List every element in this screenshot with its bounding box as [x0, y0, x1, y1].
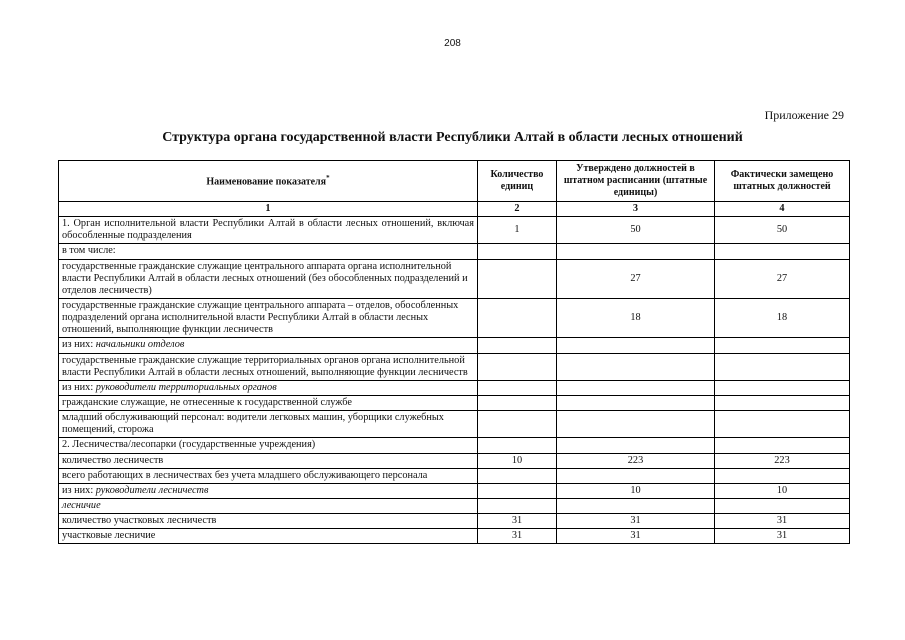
column-number: 3 [557, 202, 715, 217]
cell-actual [715, 353, 850, 380]
cell-count [478, 483, 557, 498]
header-row [59, 161, 850, 202]
cell-actual [715, 338, 850, 353]
cell-actual [715, 411, 850, 438]
row-label: младший обслуживающий персонал: водители легковых машин, уборщики служебных помещений, сторожа [59, 411, 478, 438]
header-actual-positions: Фактически замещено штатных должностей [715, 161, 850, 202]
cell-approved: 31 [557, 514, 715, 529]
cell-count [478, 411, 557, 438]
row-label: 1. Орган исполнительной власти Республики Алтай в области лесных отношений, включая обособленные подразделения [59, 217, 478, 244]
cell-approved [557, 244, 715, 259]
cell-count: 10 [478, 453, 557, 468]
cell-actual: 18 [715, 298, 850, 337]
header-unit-count: Количество единиц [478, 161, 557, 202]
cell-actual: 31 [715, 514, 850, 529]
cell-count [478, 498, 557, 513]
cell-actual: 223 [715, 453, 850, 468]
cell-approved [557, 395, 715, 410]
cell-count [478, 244, 557, 259]
cell-count: 31 [478, 514, 557, 529]
cell-actual: 10 [715, 483, 850, 498]
cell-approved [557, 438, 715, 453]
cell-approved: 31 [557, 529, 715, 544]
cell-approved [557, 353, 715, 380]
cell-count: 1 [478, 217, 557, 244]
cell-actual: 27 [715, 259, 850, 298]
table-row [59, 468, 850, 483]
table-row [59, 217, 850, 244]
table-row [59, 529, 850, 544]
cell-count: 31 [478, 529, 557, 544]
column-number: 4 [715, 202, 850, 217]
table-row [59, 353, 850, 380]
row-label: из них: начальники отделов [59, 338, 478, 353]
cell-count [478, 353, 557, 380]
table-row [59, 483, 850, 498]
row-label: 2. Лесничества/лесопарки (государственные учреждения) [59, 438, 478, 453]
header-indicator-name: Наименование показателя* [59, 161, 478, 202]
row-label: в том числе: [59, 244, 478, 259]
document-title: Структура органа государственной власти Республики Алтай в области лесных отношений [162, 130, 743, 145]
row-label: участковые лесничие [59, 529, 478, 544]
cell-approved [557, 498, 715, 513]
cell-count [478, 338, 557, 353]
cell-count [478, 468, 557, 483]
row-label: государственные гражданские служащие центрального аппарата – отделов, обособленных подразделений органа исполнительной власти Республики Алтай в области лесных отношений, выполняющие функции лесничеств [59, 298, 478, 337]
cell-approved: 223 [557, 453, 715, 468]
row-label: гражданские служащие, не отнесенные к государственной службе [59, 395, 478, 410]
cell-approved: 18 [557, 298, 715, 337]
cell-approved: 27 [557, 259, 715, 298]
table-row [59, 395, 850, 410]
row-label: из них: руководители лесничеств [59, 483, 478, 498]
cell-actual [715, 244, 850, 259]
row-label: всего работающих в лесничествах без учета младшего обслуживающего персонала [59, 468, 478, 483]
appendix-label: Приложение 29 [764, 108, 844, 122]
cell-approved [557, 411, 715, 438]
footnote-mark: * [326, 173, 330, 182]
cell-count [478, 298, 557, 337]
header-approved-positions: Утверждено должностей в штатном расписании (штатные единицы) [557, 161, 715, 202]
cell-actual [715, 498, 850, 513]
cell-approved: 50 [557, 217, 715, 244]
row-label: государственные гражданские служащие территориальных органов органа исполнительной власти Республики Алтай в области лесных отношений, выполняющие функции лесничеств [59, 353, 478, 380]
cell-count [478, 259, 557, 298]
table-row [59, 244, 850, 259]
cell-count [478, 395, 557, 410]
table-row [59, 514, 850, 529]
structure-table [58, 160, 850, 544]
row-label: количество лесничеств [59, 453, 478, 468]
cell-actual: 50 [715, 217, 850, 244]
column-number-row [59, 202, 850, 217]
row-label: лесничие [59, 498, 478, 513]
table-row [59, 453, 850, 468]
cell-count [478, 438, 557, 453]
column-number: 1 [59, 202, 478, 217]
table-row [59, 438, 850, 453]
cell-approved [557, 380, 715, 395]
cell-approved: 10 [557, 483, 715, 498]
row-label: количество участковых лесничеств [59, 514, 478, 529]
row-label: из них: руководители территориальных органов [59, 380, 478, 395]
cell-approved [557, 338, 715, 353]
table-row [59, 338, 850, 353]
row-label: государственные гражданские служащие центрального аппарата органа исполнительной власти Республики Алтай в области лесных отношений (без обособленных подразделений и отделов лесничеств) [59, 259, 478, 298]
cell-actual [715, 395, 850, 410]
table-row [59, 380, 850, 395]
cell-actual [715, 380, 850, 395]
cell-count [478, 380, 557, 395]
cell-actual [715, 438, 850, 453]
table-row [59, 411, 850, 438]
page-number: 208 [444, 38, 461, 49]
column-number: 2 [478, 202, 557, 217]
table-row [59, 259, 850, 298]
cell-actual: 31 [715, 529, 850, 544]
table-row [59, 498, 850, 513]
table-row [59, 298, 850, 337]
cell-approved [557, 468, 715, 483]
cell-actual [715, 468, 850, 483]
